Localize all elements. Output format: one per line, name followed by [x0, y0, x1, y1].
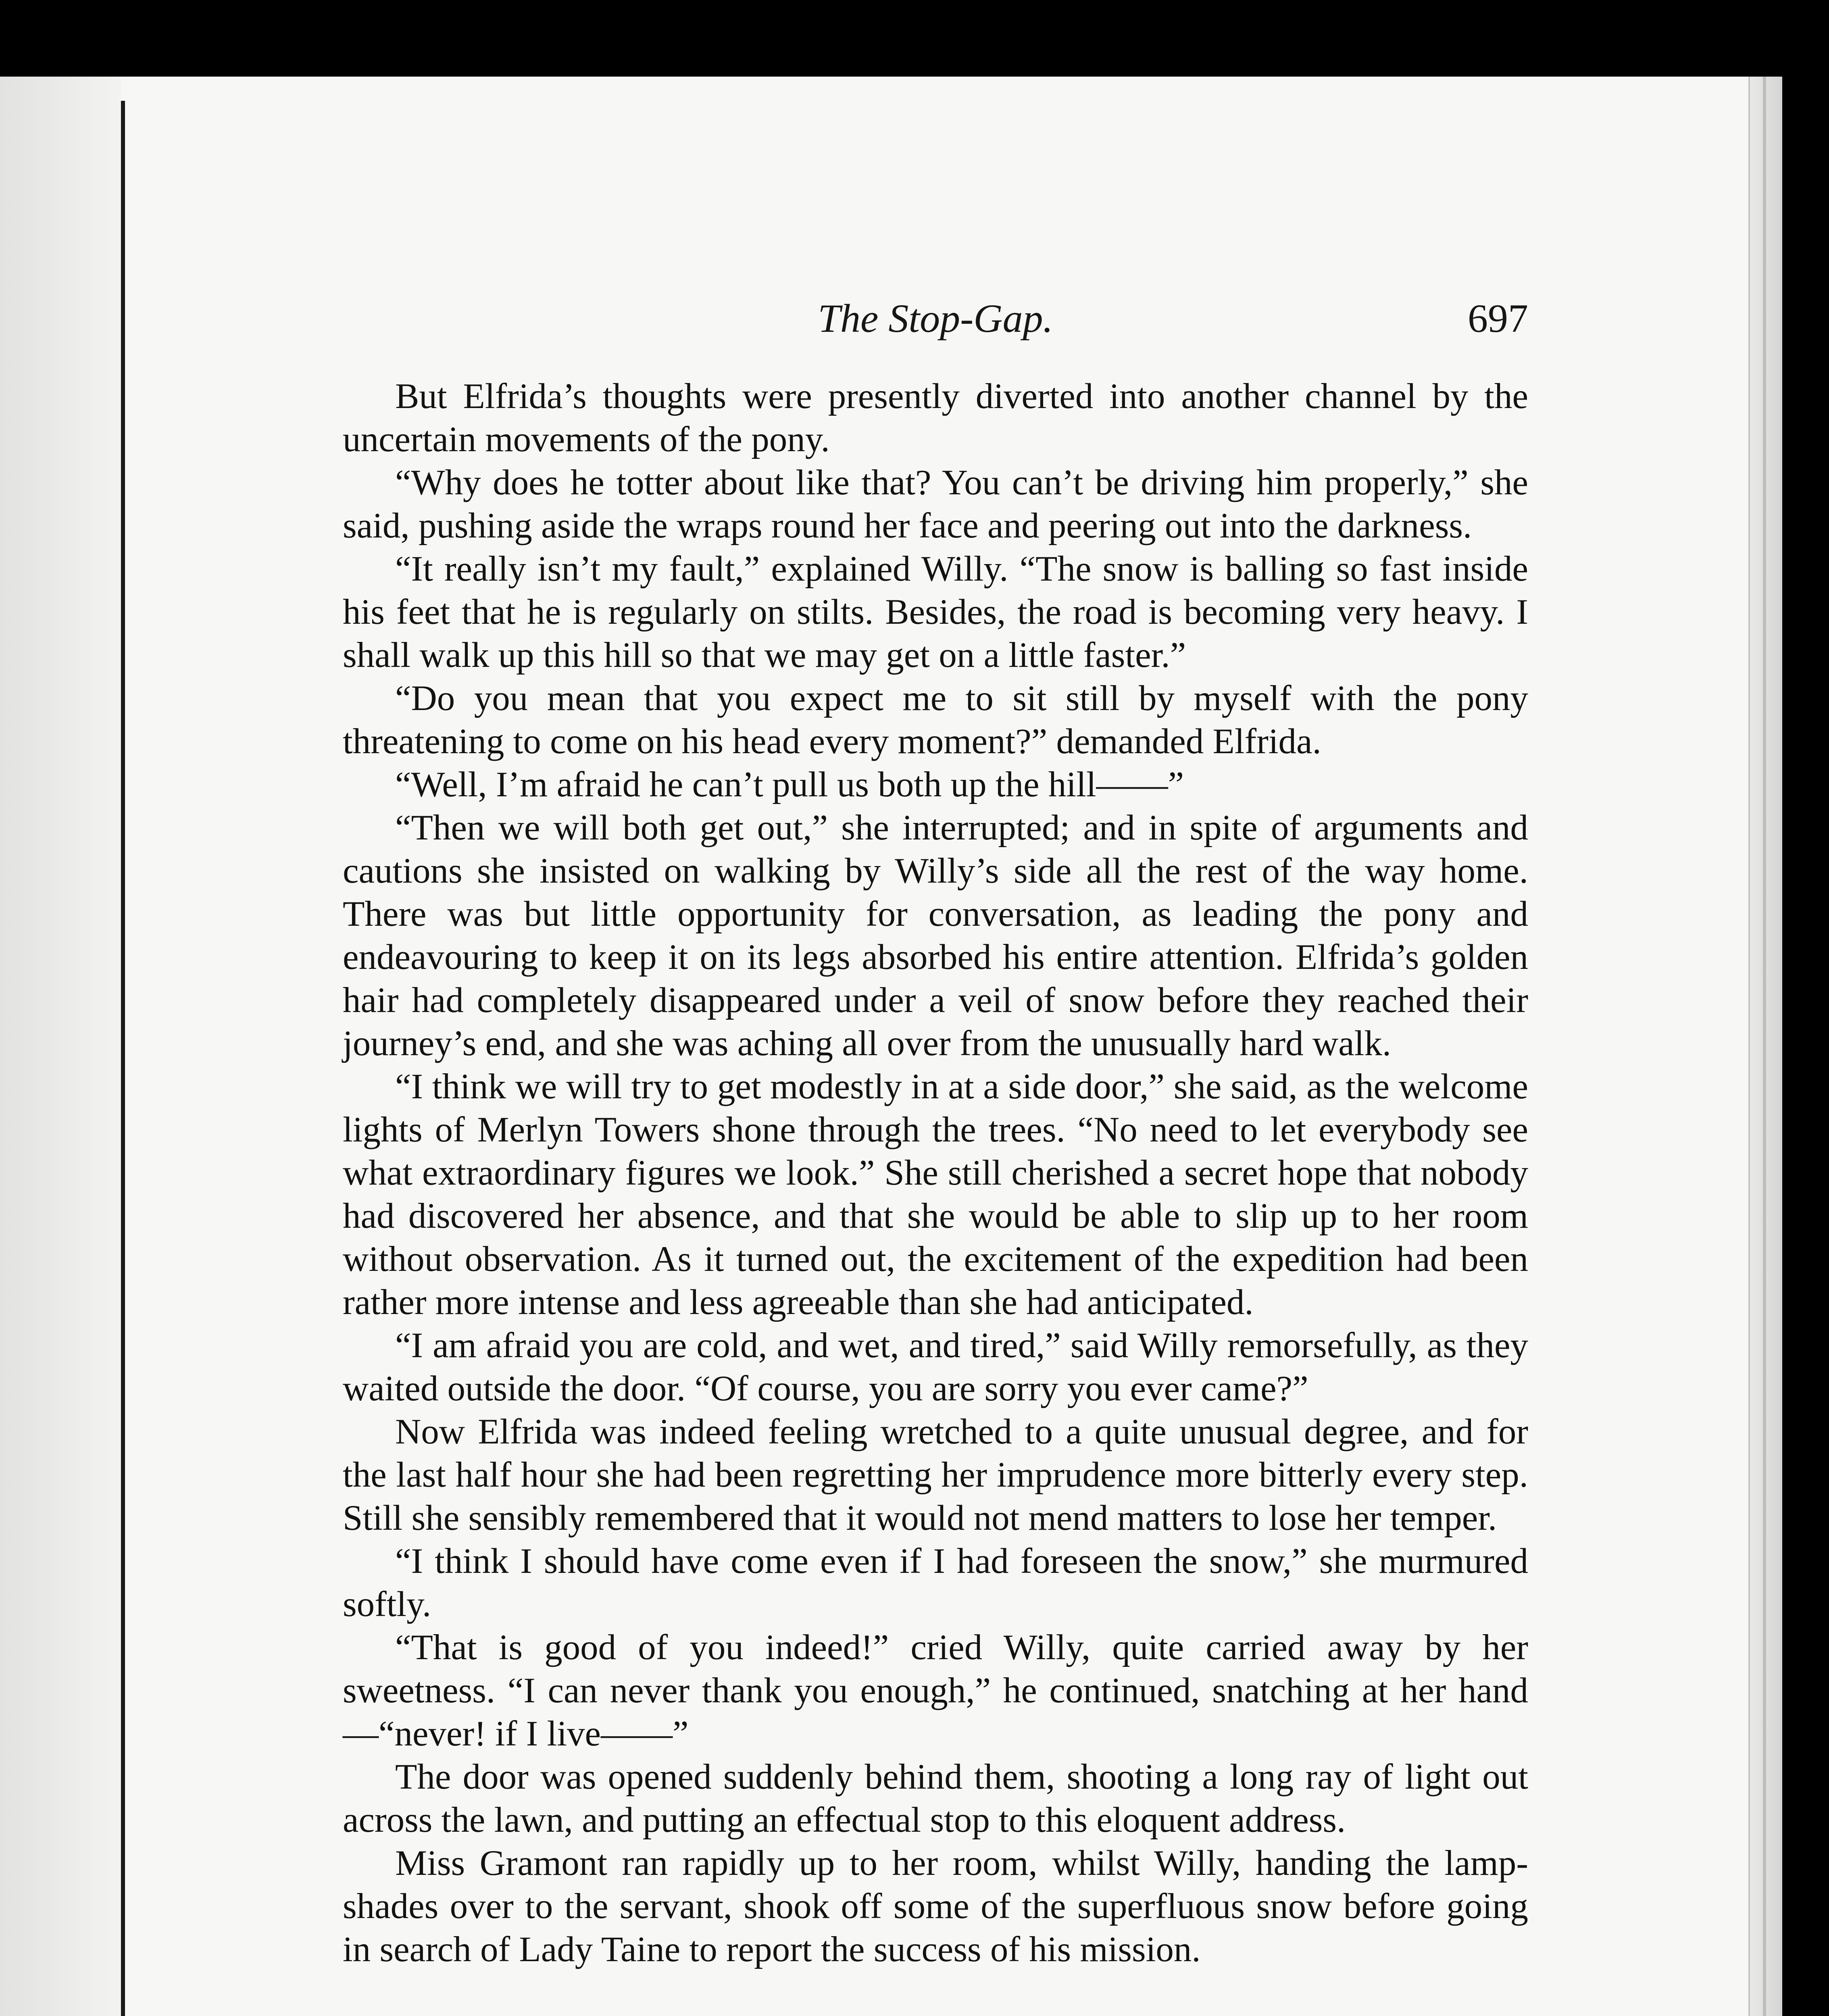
paragraph-8: “I am afraid you are cold, and wet, and tired,” said Willy remorsefully, as they waited outside the door. “Of course, you are sorry you ever came?”	[343, 1326, 1528, 1408]
page-number: 697	[1468, 296, 1528, 341]
running-title: The Stop-Gap.	[818, 296, 1053, 341]
body-text	[343, 375, 1528, 1971]
page-edge-line	[1763, 77, 1766, 2016]
paragraph-7: “I think we will try to get modestly in at a side door,” she said, as the welcome lights of Merlyn Towers shone through the trees. “No need to let everybody see what extraordinary figures we look.” She still cherished a secret hope that nobody had discovered her absence, and that she would be able to slip up to her room without observation. As it turned out, the excitement of the expedition had been rather more intense and less agreeable than she had anticipated.	[343, 1067, 1528, 1322]
paragraph-5: “Well, I’m afraid he can’t pull us both up the hill——”	[395, 765, 1184, 804]
binding-edge	[121, 101, 125, 2016]
paragraph-12: The door was opened suddenly behind them, shooting a long ray of light out across the lawn, and putting an effectual stop to this eloquent address.	[343, 1757, 1528, 1840]
paragraph-10: “I think I should have come even if I had foreseen the snow,” she murmured softly.	[343, 1541, 1528, 1624]
paragraph-2: “Why does he totter about like that? You can’t be driving him properly,” she said, pushing aside the wraps round her face and peering out into the darkness.	[343, 463, 1528, 546]
gutter-shadow	[0, 77, 121, 2016]
running-header	[343, 286, 1528, 351]
paragraph-6: “Then we will both get out,” she interrupted; and in spite of arguments and cautions she insisted on walking by Willy’s side all the rest of the way home. There was but little opportunity for conversation, as leading the pony and endeavouring to keep it on its legs absorbed his entire attention. Elfrida’s golden hair had completely disappeared under a veil of snow before they reached their journey’s end, and she was aching all over from the unusually hard walk.	[343, 808, 1528, 1063]
paragraph-11: “That is good of you indeed!” cried Willy, quite carried away by her sweetness. “I can never thank you enough,” he continued, snatching at her hand—“never! if I live——”	[343, 1628, 1528, 1754]
paragraph-1: But Elfrida’s thoughts were presently diverted into another channel by the uncertain movements of the pony.	[343, 377, 1528, 459]
book-page	[0, 77, 1782, 2016]
paragraph-9: Now Elfrida was indeed feeling wretched to a quite unusual degree, and for the last half hour she had been regretting her imprudence more bitterly every step. Still she sensibly remembered that it would not mend matters to lose her temper.	[343, 1412, 1528, 1538]
paragraph-4: “Do you mean that you expect me to sit still by myself with the pony threatening to come on his head every moment?” demanded Elfrida.	[343, 679, 1528, 761]
paragraph-3: “It really isn’t my fault,” explained Willy. “The snow is balling so fast inside his feet that he is regularly on stilts. Besides, the road is becoming very heavy. I shall walk up this hill so that we may get on a little faster.”	[343, 549, 1528, 675]
page-stack-edge	[1748, 77, 1782, 2016]
paragraph-13: Miss Gramont ran rapidly up to her room, whilst Willy, handing the lamp-shades over to the servant, shook off some of the superfluous snow before going in search of Lady Taine to report the success of his mission.	[343, 1843, 1528, 1969]
